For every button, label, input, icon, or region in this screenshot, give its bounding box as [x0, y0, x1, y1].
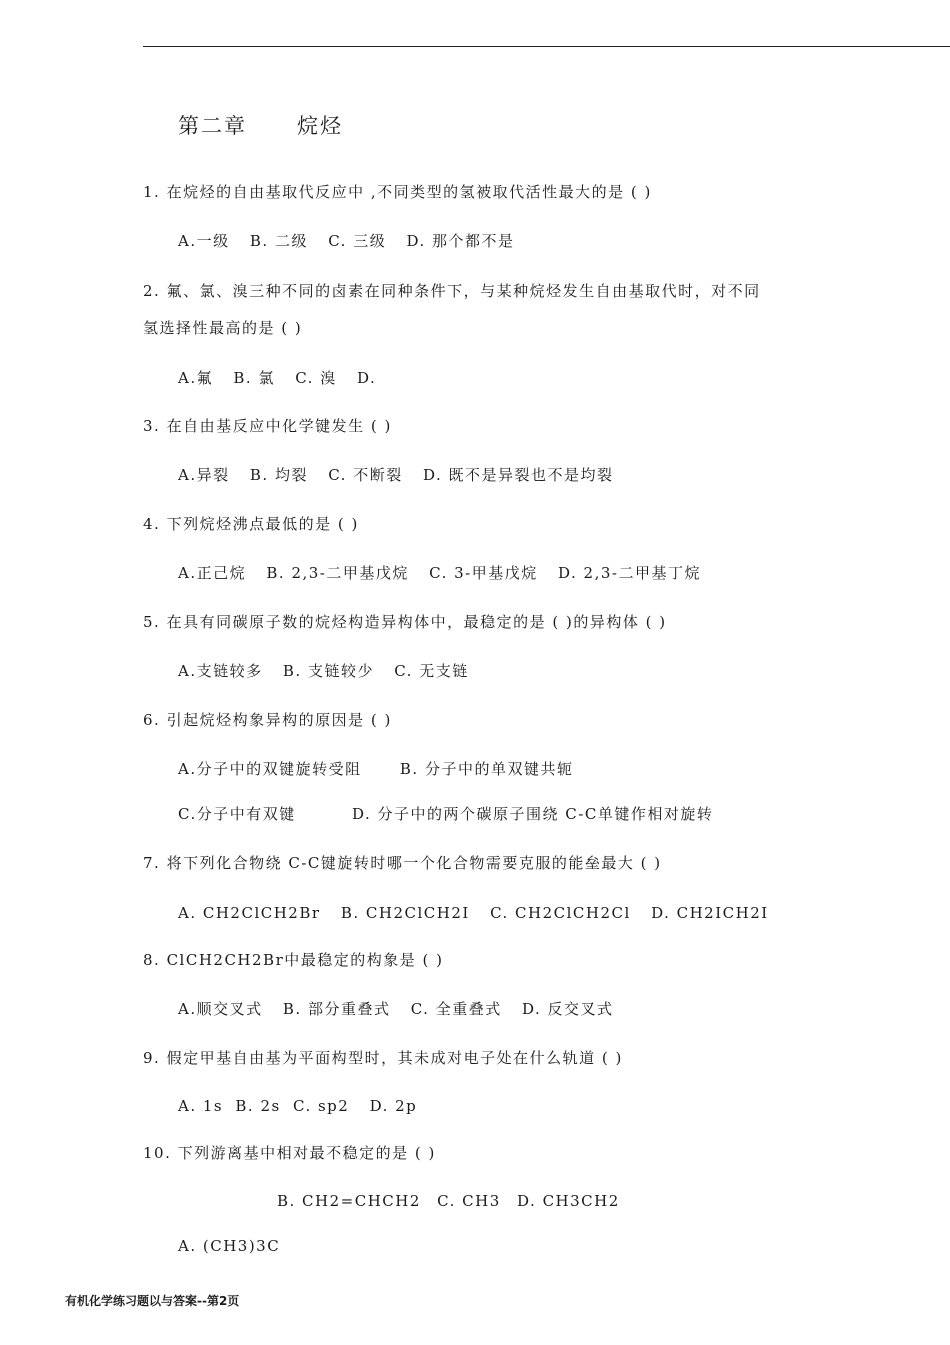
- question-6-options-2: [178, 804, 727, 824]
- option: C. 三级: [328, 232, 387, 250]
- option: A.正己烷: [178, 564, 247, 582]
- question-10-option-a: A. (CH3)3C: [178, 1237, 281, 1255]
- option: C. CH2ClCH2Cl: [490, 904, 631, 922]
- option: D. CH3CH2: [517, 1192, 620, 1210]
- chapter-title: [178, 110, 343, 140]
- option: A.异裂: [178, 466, 230, 484]
- option: C. sp2: [293, 1097, 350, 1115]
- page-footer: 有机化学练习题以与答案--第2页: [65, 1294, 240, 1308]
- option: C.分子中有双键: [178, 805, 296, 823]
- question-10-options: [277, 1191, 620, 1211]
- option: D. 既不是异裂也不是均裂: [423, 466, 614, 484]
- option: D.: [357, 369, 377, 387]
- option: C. 全重叠式: [410, 1000, 502, 1018]
- question-7: 7. 将下列化合物绕 C-C键旋转时哪一个化合物需要克服的能垒最大 ( ): [143, 854, 662, 872]
- question-8: 8. ClCH2CH2Br中最稳定的构象是 ( ): [143, 951, 444, 969]
- question-7-options: [178, 903, 783, 923]
- question-1-options: [178, 231, 529, 251]
- option: A.顺交叉式: [178, 1000, 263, 1018]
- option: A.一级: [178, 232, 230, 250]
- option: C. 不断裂: [328, 466, 403, 484]
- option: B. 2s: [235, 1097, 281, 1115]
- option: B. 氯: [233, 369, 275, 387]
- header-rule: [143, 46, 950, 47]
- question-4-options: [178, 563, 715, 583]
- question-9-options: [178, 1096, 431, 1116]
- option: A. CH2ClCH2Br: [178, 904, 321, 922]
- option: A.分子中的双键旋转受阻: [178, 760, 362, 778]
- option: D. CH2ICH2I: [651, 904, 769, 922]
- option: B. 二级: [249, 232, 308, 250]
- chapter-number: 第二章: [178, 114, 247, 138]
- option: D. 反交叉式: [522, 1000, 614, 1018]
- option: A.氟: [178, 369, 214, 387]
- question-3: 3. 在自由基反应中化学键发生 ( ): [143, 417, 392, 435]
- question-9: 9. 假定甲基自由基为平面构型时，其未成对电子处在什么轨道 ( ): [143, 1049, 623, 1067]
- question-2: 2. 氟、氯、溴三种不同的卤素在同种条件下，与某种烷烃发生自由基取代时，对不同: [143, 282, 761, 300]
- option: C. 溴: [295, 369, 337, 387]
- option: C. CH3: [437, 1192, 501, 1210]
- question-1: 1. 在烷烃的自由基取代反应中 ,不同类型的氢被取代活性最大的是 ( ): [143, 183, 652, 201]
- question-4: 4. 下列烷烃沸点最低的是 ( ): [143, 515, 359, 533]
- question-5-options: [178, 661, 483, 681]
- option: B. 部分重叠式: [282, 1000, 391, 1018]
- question-6-options: [178, 759, 587, 779]
- option: B. 均裂: [249, 466, 308, 484]
- option: D. 2p: [369, 1097, 418, 1115]
- option: B. CH2=CHCH2: [277, 1192, 421, 1210]
- question-5: 5. 在具有同碳原子数的烷烃构造异构体中，最稳定的是 ( )的异构体 ( ): [143, 613, 667, 631]
- chapter-name: 烷烃: [297, 114, 343, 138]
- option: C. 无支链: [394, 662, 469, 680]
- option: D. 那个都不是: [406, 232, 515, 250]
- option: A.支链较多: [178, 662, 263, 680]
- question-10: 10. 下列游离基中相对最不稳定的是 ( ): [143, 1144, 436, 1162]
- question-2-cont: 氢选择性最高的是 ( ): [143, 319, 303, 337]
- option: B. CH2ClCH2I: [340, 904, 470, 922]
- question-6: 6. 引起烷烃构象异构的原因是 ( ): [143, 711, 392, 729]
- question-3-options: [178, 465, 628, 485]
- option: B. 分子中的单双键共轭: [399, 760, 574, 778]
- option: C. 3-甲基戊烷: [429, 564, 538, 582]
- question-8-options: [178, 999, 628, 1019]
- option: B. 支链较少: [282, 662, 374, 680]
- option: D. 分子中的两个碳原子围绕 C-C单键作相对旋转: [352, 805, 714, 823]
- option: B. 2,3-二甲基戊烷: [266, 564, 409, 582]
- question-2-options: [178, 368, 390, 388]
- option: A. 1s: [178, 1097, 224, 1115]
- option: D. 2,3-二甲基丁烷: [558, 564, 701, 582]
